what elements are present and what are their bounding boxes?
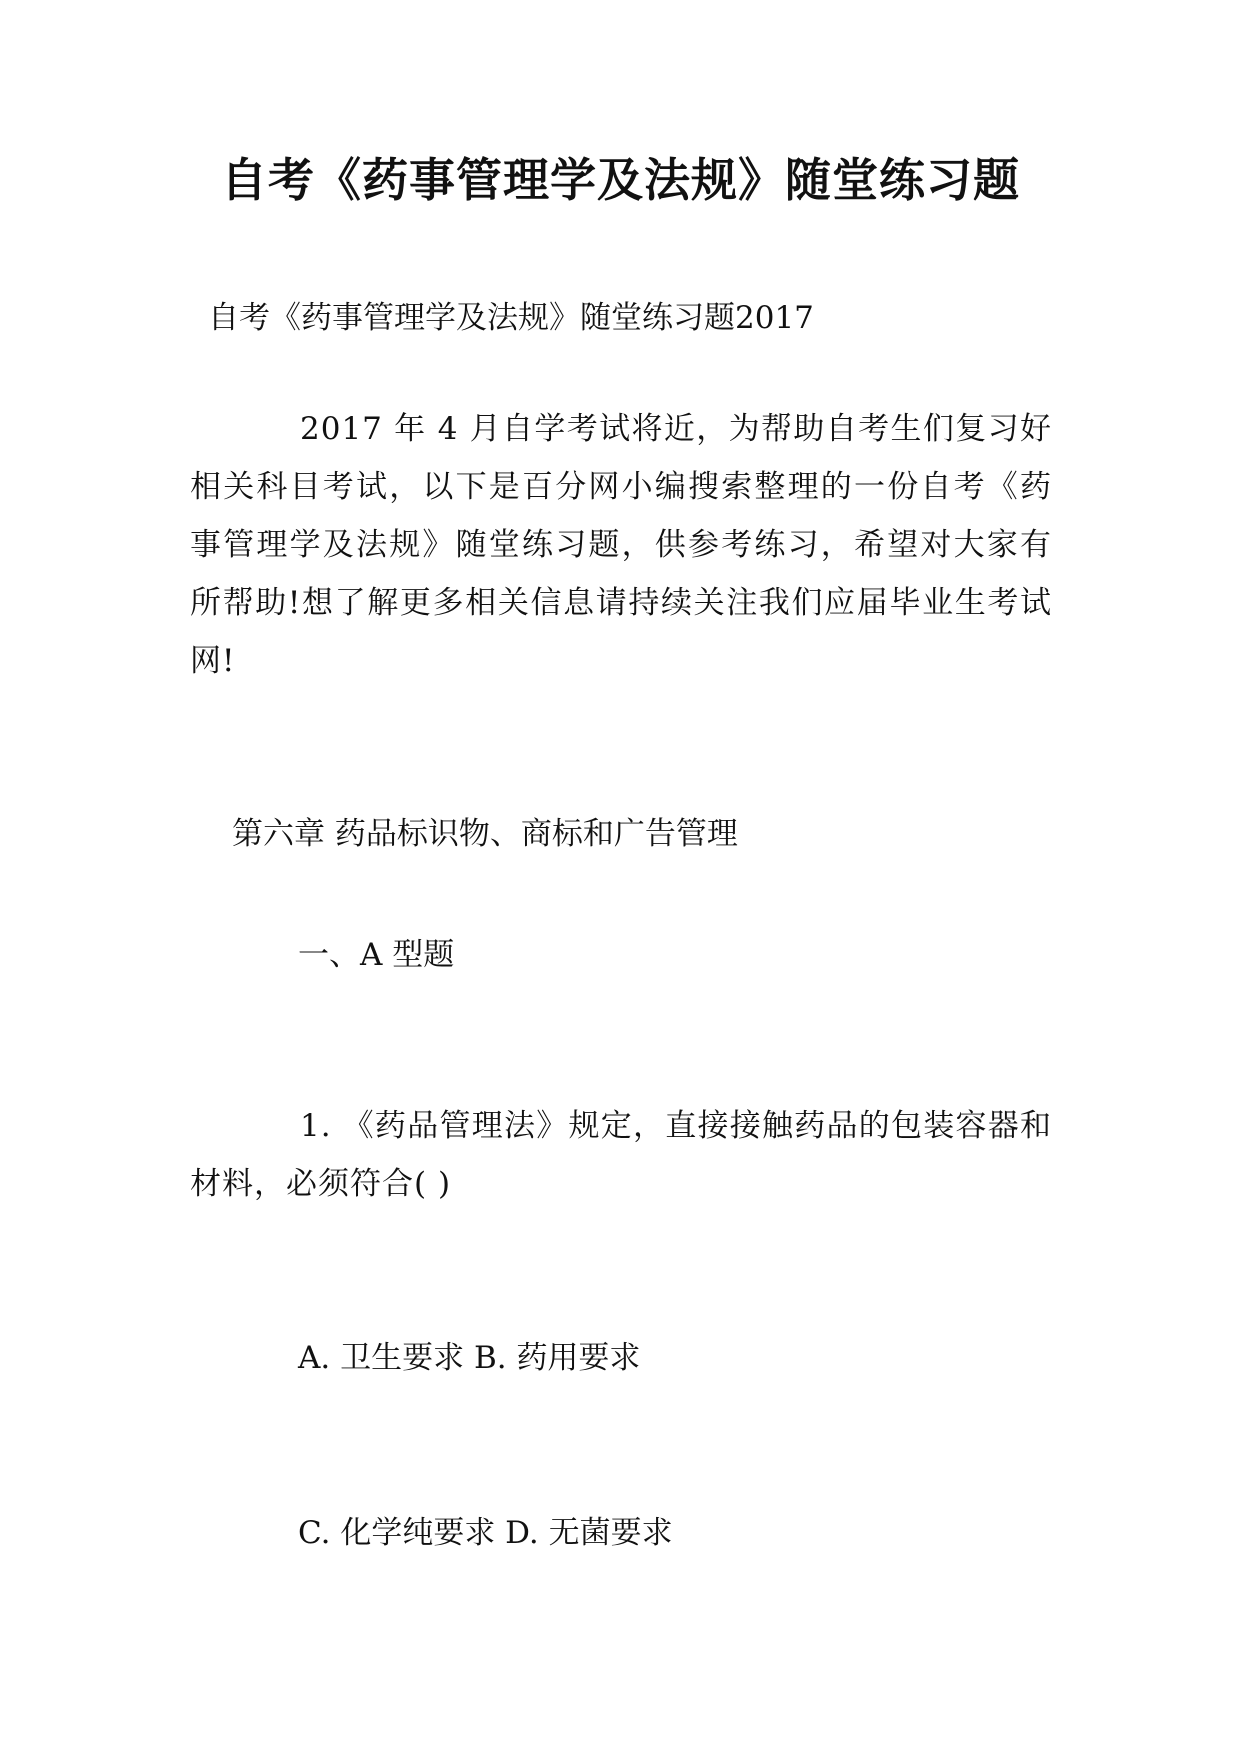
question-1: 1. 《药品管理法》规定，直接接触药品的包装容器和材料，必须符合( ) xyxy=(190,1108,1052,1202)
document-subtitle: 自考《药事管理学及法规》随堂练习题2017 xyxy=(208,300,814,336)
question-1-options-ab: A. 卫生要求 B. 药用要求 xyxy=(298,1340,641,1376)
intro-paragraph: 2017 年 4 月自学考试将近，为帮助自考生们复习好相关科目考试，以下是百分网小编搜索整理的一份自考《药事管理学及法规》随堂练习题，供参考练习，希望对大家有所帮助!想了解更多相关信息请持续关注我们应届毕业生考试网! xyxy=(190,411,1052,679)
document-title: 自考《药事管理学及法规》随堂练习题 xyxy=(221,153,1020,207)
chapter-heading: 第六章 药品标识物、商标和广告管理 xyxy=(232,816,738,852)
question-1-options-cd: C. 化学纯要求 D. 无菌要求 xyxy=(298,1515,673,1551)
section-heading: 一、A 型题 xyxy=(298,937,455,973)
